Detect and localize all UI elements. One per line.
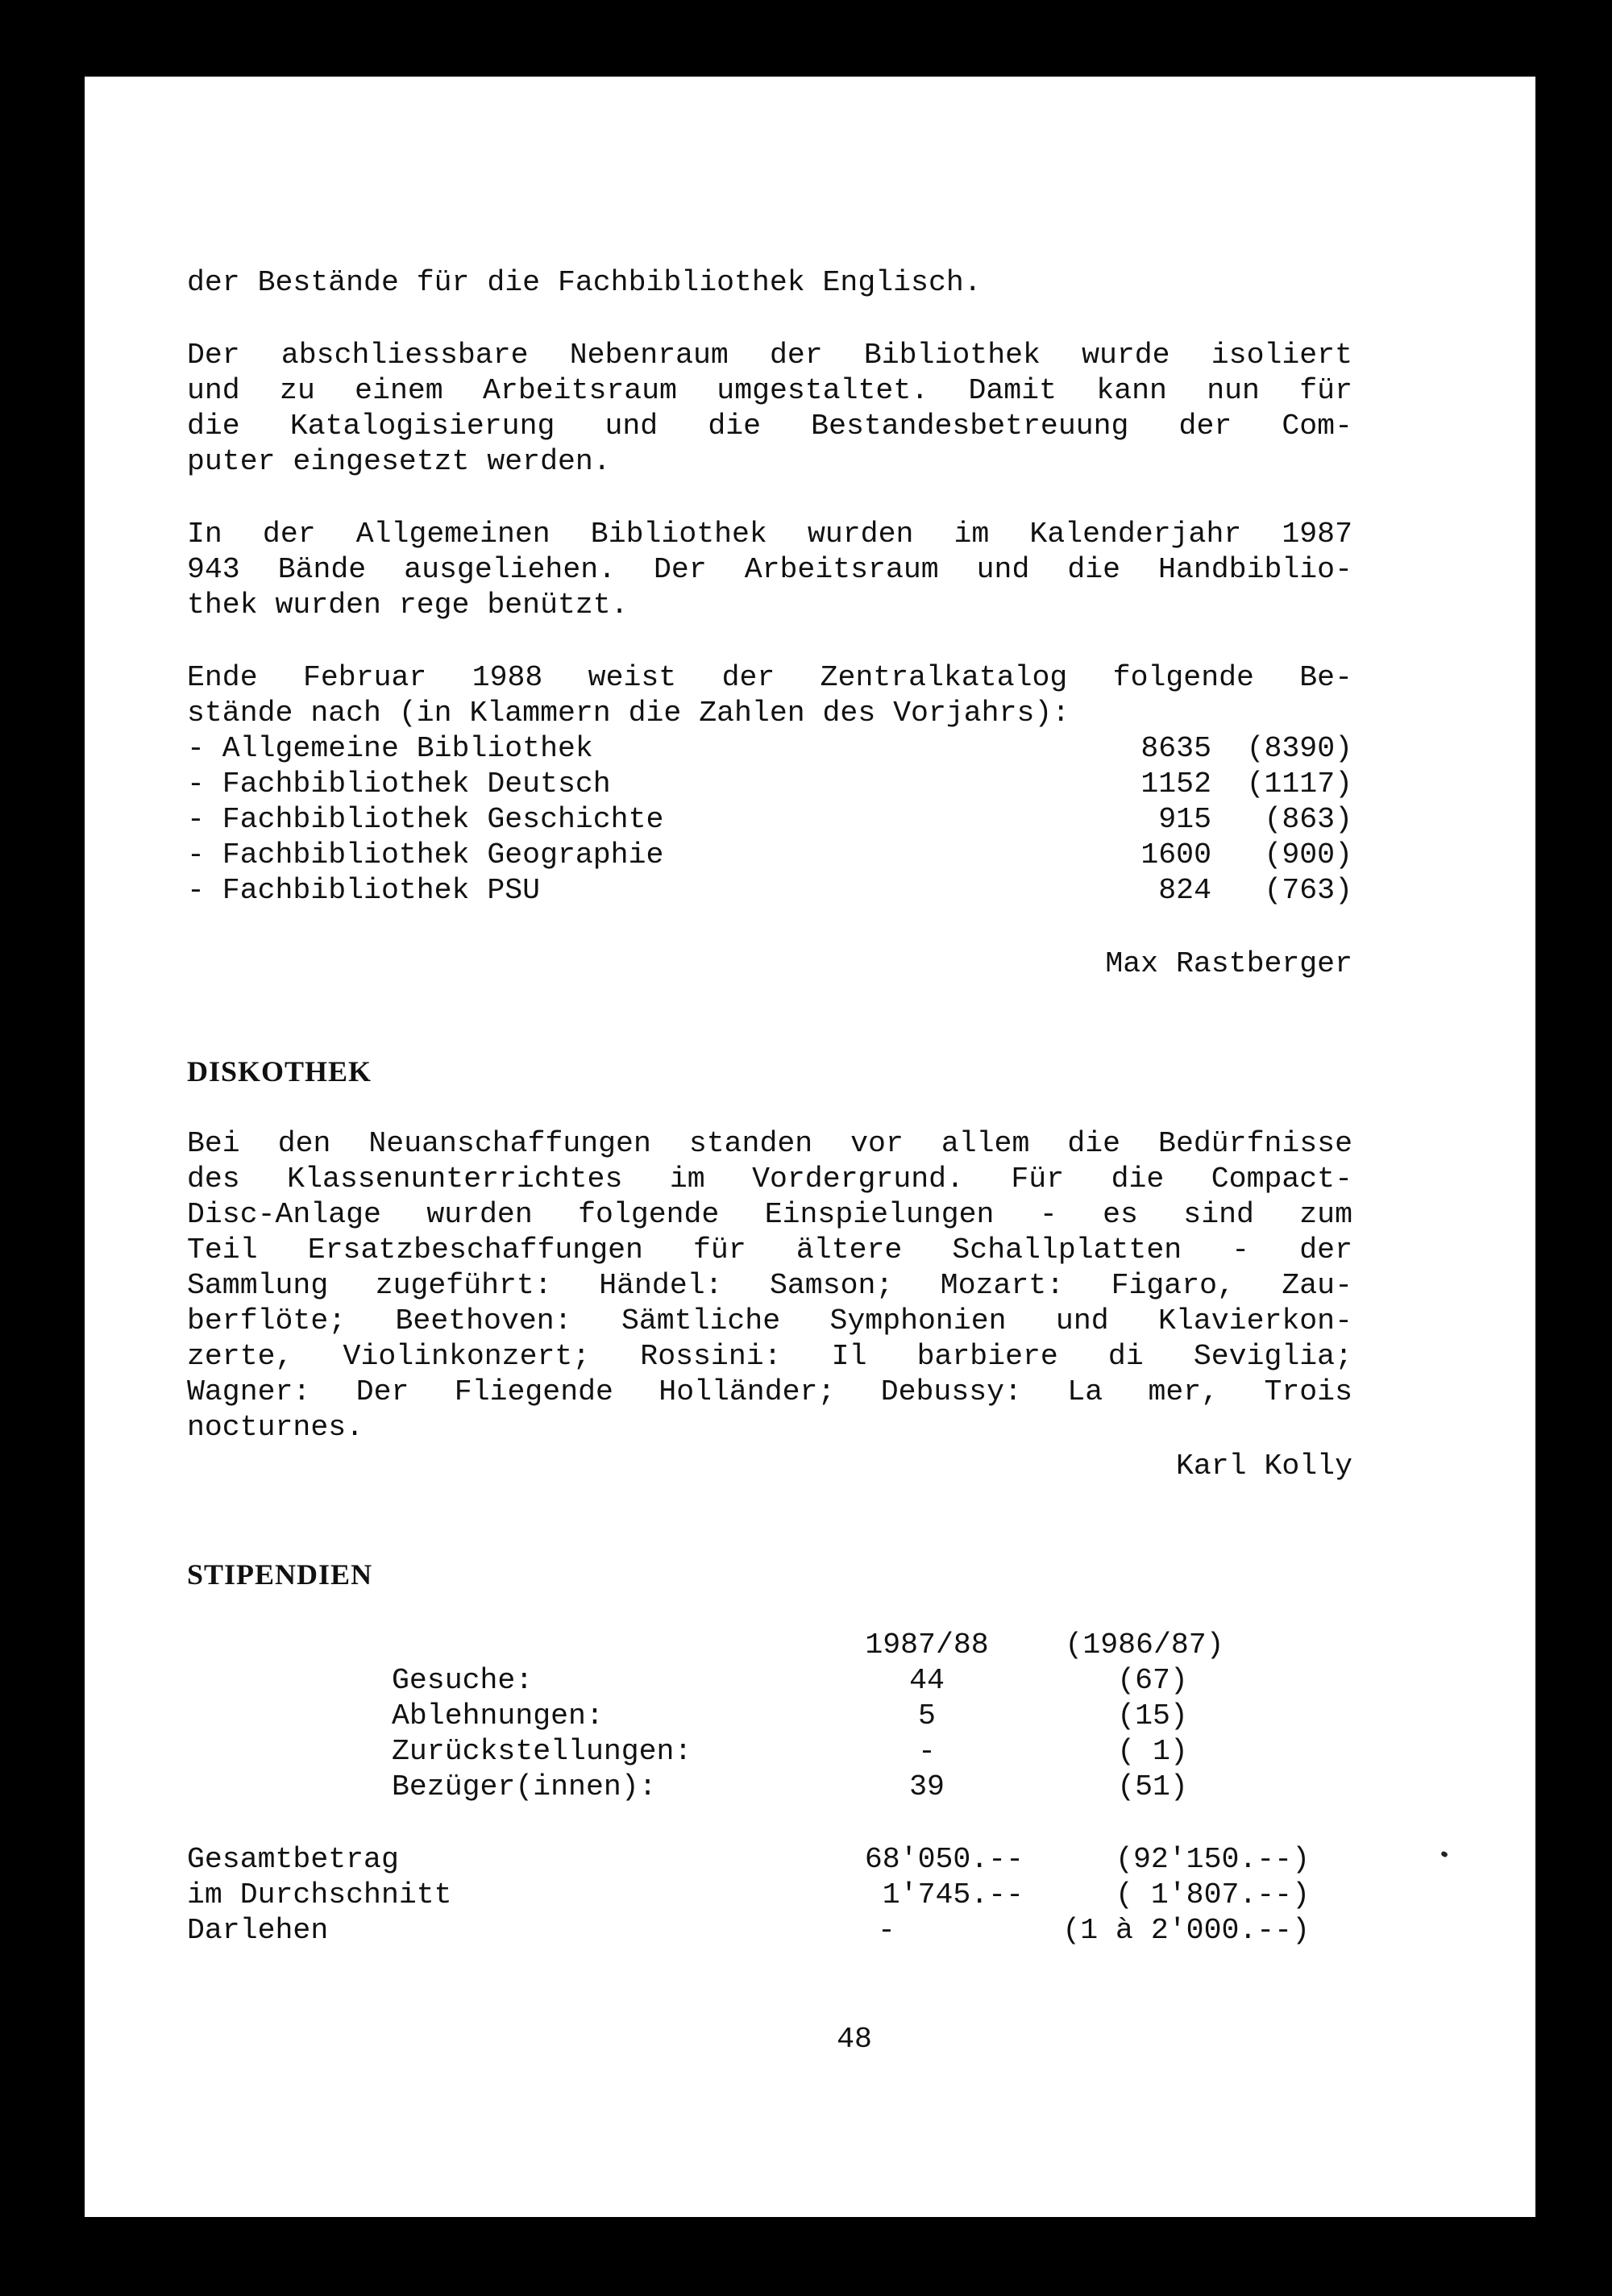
list-item-prev: (863) xyxy=(1264,803,1352,836)
paragraph-line: Ende Februar 1988 weist der Zentralkatalog folgende Be- xyxy=(187,661,1352,694)
paragraph-line: Der abschliessbare Nebenraum der Bibliothek wurde isoliert xyxy=(187,339,1352,372)
paragraph-line: und zu einem Arbeitsraum umgestaltet. Damit kann nun für xyxy=(187,374,1352,407)
row-prev: (92'150.--) xyxy=(1116,1843,1310,1876)
row-prev: (15) xyxy=(1117,1699,1188,1732)
list-item-name: - Fachbibliothek Geschichte xyxy=(187,803,664,836)
list-item-prev: (8390) xyxy=(1246,732,1352,765)
row-label: Ablehnungen: xyxy=(392,1699,604,1732)
list-item-name: - Allgemeine Bibliothek xyxy=(187,732,593,765)
row-current: 1'745.-- xyxy=(882,1878,1024,1911)
paragraph-line: Bei den Neuanschaffungen standen vor allem die Bedürfnisse xyxy=(187,1127,1352,1160)
page-number: 48 xyxy=(837,2023,872,2056)
row-prev: (67) xyxy=(1117,1664,1188,1697)
row-label: Darlehen xyxy=(187,1914,329,1947)
list-item-prev: (763) xyxy=(1264,874,1352,907)
list-item-name: - Fachbibliothek Deutsch xyxy=(187,767,611,801)
list-item-prev: (900) xyxy=(1264,838,1352,871)
row-prev: ( 1'807.--) xyxy=(1116,1878,1310,1911)
row-prev: (51) xyxy=(1117,1770,1188,1803)
intro-line: der Bestände für die Fachbibliothek Englisch. xyxy=(187,266,982,299)
paragraph-line: die Katalogisierung und die Bestandesbetreuung der Com- xyxy=(187,410,1352,443)
list-item-count: 1600 xyxy=(1140,838,1211,871)
row-current: - xyxy=(878,1914,895,1947)
paragraph-line: stände nach (in Klammern die Zahlen des Vorjahrs): xyxy=(187,697,1070,730)
row-current: 5 xyxy=(918,1699,936,1732)
section-heading: DISKOTHEK xyxy=(187,1055,372,1088)
column-header: 1987/88 xyxy=(865,1628,989,1662)
paragraph-line: Disc-Anlage wurden folgende Einspielungen - es sind zum xyxy=(187,1198,1352,1231)
list-item-count: 824 xyxy=(1158,874,1211,907)
list-item-name: - Fachbibliothek Geographie xyxy=(187,838,664,871)
row-prev: (1 à 2'000.--) xyxy=(1062,1914,1310,1947)
row-label: im Durchschnitt xyxy=(187,1878,452,1911)
signature: Max Rastberger xyxy=(1105,947,1352,980)
list-item-count: 8635 xyxy=(1140,732,1211,765)
row-current: - xyxy=(918,1735,936,1768)
row-label: Bezüger(innen): xyxy=(392,1770,657,1803)
list-item-count: 915 xyxy=(1158,803,1211,836)
column-header: (1986/87) xyxy=(1065,1628,1224,1662)
paragraph-line: zerte, Violinkonzert; Rossini: Il barbiere di Seviglia; xyxy=(187,1340,1352,1373)
list-item-count: 1152 xyxy=(1140,767,1211,801)
list-item-prev: (1117) xyxy=(1246,767,1352,801)
paragraph-line: 943 Bände ausgeliehen. Der Arbeitsraum und die Handbiblio- xyxy=(187,553,1352,586)
paragraph-line: thek wurden rege benützt. xyxy=(187,589,629,622)
paragraph-line: nocturnes. xyxy=(187,1411,364,1444)
row-current: 68'050.-- xyxy=(864,1843,1024,1876)
row-label: Gesuche: xyxy=(392,1664,534,1697)
paragraph-line: puter eingesetzt werden. xyxy=(187,445,611,478)
list-item-name: - Fachbibliothek PSU xyxy=(187,874,541,907)
paragraph-line: berflöte; Beethoven: Sämtliche Symphonien und Klavierkon- xyxy=(187,1304,1352,1337)
section-heading: STIPENDIEN xyxy=(187,1558,373,1591)
paragraph-line: des Klassenunterrichtes im Vordergrund. Für die Compact- xyxy=(187,1163,1352,1196)
paragraph-line: Teil Ersatzbeschaffungen für ältere Schallplatten - der xyxy=(187,1233,1352,1267)
paragraph-line: Sammlung zugeführt: Händel: Samson; Mozart: Figaro, Zau- xyxy=(187,1269,1352,1302)
paragraph-line: Wagner: Der Fliegende Holländer; Debussy: La mer, Trois xyxy=(187,1375,1352,1408)
row-label: Gesamtbetrag xyxy=(187,1843,399,1876)
paragraph-line: In der Allgemeinen Bibliothek wurden im Kalenderjahr 1987 xyxy=(187,518,1352,551)
row-label: Zurückstellungen: xyxy=(392,1735,692,1768)
signature: Karl Kolly xyxy=(1175,1450,1352,1483)
row-current: 44 xyxy=(909,1664,945,1697)
row-prev: ( 1) xyxy=(1117,1735,1188,1768)
row-current: 39 xyxy=(909,1770,945,1803)
